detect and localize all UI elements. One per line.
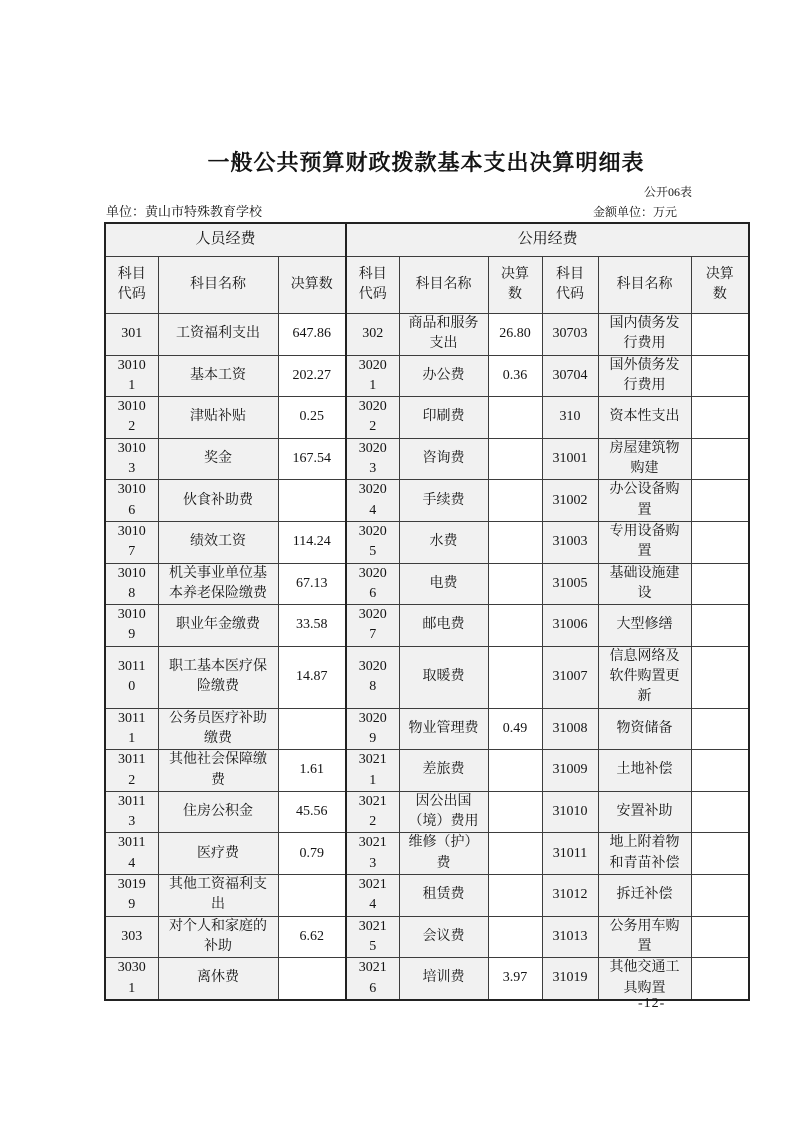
code-cell: 30207 (346, 605, 399, 647)
name-cell: 拆迁补偿 (598, 875, 691, 917)
value-cell (691, 708, 749, 750)
name-cell: 土地补偿 (598, 750, 691, 792)
name-cell: 培训费 (399, 958, 488, 1000)
value-cell (691, 605, 749, 647)
value-cell (278, 480, 346, 522)
value-cell (488, 563, 542, 605)
value-cell: 3.97 (488, 958, 542, 1000)
organization-label: 单位：黄山市特殊教育学校 (106, 204, 263, 219)
value-cell: 0.79 (278, 833, 346, 875)
name-cell: 奖金 (158, 438, 278, 480)
name-cell: 电费 (399, 563, 488, 605)
value-cell (691, 833, 749, 875)
value-cell (488, 833, 542, 875)
code-cell: 30114 (105, 833, 158, 875)
table-row (105, 916, 749, 958)
name-cell: 手续费 (399, 480, 488, 522)
value-cell (691, 480, 749, 522)
value-cell (691, 397, 749, 439)
table-row (105, 750, 749, 792)
table-row (105, 563, 749, 605)
code-cell: 30216 (346, 958, 399, 1000)
amount-unit-label: 金额单位：万元 (592, 205, 677, 219)
code-cell: 303 (105, 916, 158, 958)
value-cell: 45.56 (278, 791, 346, 833)
code-cell: 30199 (105, 875, 158, 917)
name-cell: 其他工资福利支出 (158, 875, 278, 917)
table-row (105, 833, 749, 875)
name-cell: 房屋建筑物购建 (598, 438, 691, 480)
table-row (105, 480, 749, 522)
code-cell: 31012 (542, 875, 598, 917)
value-cell (691, 563, 749, 605)
code-cell: 30213 (346, 833, 399, 875)
value-cell: 67.13 (278, 563, 346, 605)
code-cell: 30215 (346, 916, 399, 958)
name-cell: 印刷费 (399, 397, 488, 439)
name-cell: 商品和服务支出 (399, 314, 488, 356)
name-cell: 基础设施建设 (598, 563, 691, 605)
name-cell: 绩效工资 (158, 521, 278, 563)
code-cell: 30111 (105, 708, 158, 750)
value-cell (691, 791, 749, 833)
name-cell: 取暖费 (399, 646, 488, 708)
table-row (105, 646, 749, 708)
name-cell: 国外债务发行费用 (598, 355, 691, 397)
name-cell: 因公出国（境）费用 (399, 791, 488, 833)
value-cell (691, 355, 749, 397)
code-cell: 30703 (542, 314, 598, 356)
name-cell: 国内债务发行费用 (598, 314, 691, 356)
value-cell: 6.62 (278, 916, 346, 958)
name-cell: 物业管理费 (399, 708, 488, 750)
code-cell: 30203 (346, 438, 399, 480)
code-cell: 30110 (105, 646, 158, 708)
code-cell: 30201 (346, 355, 399, 397)
value-cell (488, 438, 542, 480)
page-number: -12- (638, 996, 666, 1011)
name-cell: 办公设备购置 (598, 480, 691, 522)
column-header: 科目代码 (105, 257, 158, 314)
value-cell (691, 958, 749, 1000)
code-cell: 30209 (346, 708, 399, 750)
table-row (105, 438, 749, 480)
code-cell: 30206 (346, 563, 399, 605)
code-cell: 31011 (542, 833, 598, 875)
name-cell: 邮电费 (399, 605, 488, 647)
value-cell (488, 646, 542, 708)
value-cell: 114.24 (278, 521, 346, 563)
code-cell: 30112 (105, 750, 158, 792)
value-cell: 1.61 (278, 750, 346, 792)
code-cell: 30204 (346, 480, 399, 522)
value-cell (691, 646, 749, 708)
column-header: 决算数 (691, 257, 749, 314)
group-header-public: 公用经费 (346, 223, 749, 257)
value-cell: 167.54 (278, 438, 346, 480)
code-cell: 30202 (346, 397, 399, 439)
value-cell: 26.80 (488, 314, 542, 356)
value-cell: 0.49 (488, 708, 542, 750)
code-cell: 31003 (542, 521, 598, 563)
name-cell: 医疗费 (158, 833, 278, 875)
name-cell: 专用设备购置 (598, 521, 691, 563)
column-header: 科目代码 (542, 257, 598, 314)
name-cell: 地上附着物和青苗补偿 (598, 833, 691, 875)
name-cell: 租赁费 (399, 875, 488, 917)
code-cell: 302 (346, 314, 399, 356)
code-cell: 30103 (105, 438, 158, 480)
group-header-row (105, 223, 749, 257)
name-cell: 差旅费 (399, 750, 488, 792)
code-cell: 30109 (105, 605, 158, 647)
code-cell: 30208 (346, 646, 399, 708)
column-header: 科目名称 (598, 257, 691, 314)
table-row (105, 397, 749, 439)
code-cell: 31002 (542, 480, 598, 522)
name-cell: 职工基本医疗保险缴费 (158, 646, 278, 708)
name-cell: 其他社会保障缴费 (158, 750, 278, 792)
value-cell (691, 916, 749, 958)
name-cell: 伙食补助费 (158, 480, 278, 522)
code-cell: 31013 (542, 916, 598, 958)
value-cell: 33.58 (278, 605, 346, 647)
form-number-label: 公开06表 (643, 185, 692, 199)
table-row (105, 605, 749, 647)
value-cell (488, 521, 542, 563)
value-cell (278, 708, 346, 750)
name-cell: 大型修缮 (598, 605, 691, 647)
value-cell (691, 750, 749, 792)
table-row (105, 791, 749, 833)
table-row (105, 314, 749, 356)
code-cell: 30214 (346, 875, 399, 917)
code-cell: 30102 (105, 397, 158, 439)
name-cell: 物资储备 (598, 708, 691, 750)
name-cell: 基本工资 (158, 355, 278, 397)
page-title: 一般公共预算财政拨款基本支出决算明细表 (207, 150, 645, 175)
value-cell (488, 480, 542, 522)
code-cell: 30106 (105, 480, 158, 522)
column-header: 决算数 (278, 257, 346, 314)
name-cell: 维修（护）费 (399, 833, 488, 875)
value-cell (691, 521, 749, 563)
code-cell: 30101 (105, 355, 158, 397)
code-cell: 31005 (542, 563, 598, 605)
name-cell: 公务用车购置 (598, 916, 691, 958)
table-head (105, 223, 749, 314)
name-cell: 其他交通工具购置 (598, 958, 691, 1000)
column-header-row (105, 257, 749, 314)
code-cell: 31008 (542, 708, 598, 750)
value-cell (488, 605, 542, 647)
value-cell (691, 314, 749, 356)
table-row (105, 355, 749, 397)
value-cell (278, 875, 346, 917)
code-cell: 31019 (542, 958, 598, 1000)
value-cell: 0.25 (278, 397, 346, 439)
name-cell: 会议费 (399, 916, 488, 958)
name-cell: 对个人和家庭的补助 (158, 916, 278, 958)
code-cell: 30704 (542, 355, 598, 397)
value-cell (488, 875, 542, 917)
column-header: 科目代码 (346, 257, 399, 314)
name-cell: 咨询费 (399, 438, 488, 480)
budget-detail-table (104, 222, 750, 1001)
code-cell: 31006 (542, 605, 598, 647)
code-cell: 30107 (105, 521, 158, 563)
name-cell: 工资福利支出 (158, 314, 278, 356)
code-cell: 31009 (542, 750, 598, 792)
value-cell (691, 438, 749, 480)
code-cell: 30212 (346, 791, 399, 833)
value-cell: 14.87 (278, 646, 346, 708)
name-cell: 公务员医疗补助缴费 (158, 708, 278, 750)
column-header: 决算数 (488, 257, 542, 314)
value-cell (488, 750, 542, 792)
code-cell: 301 (105, 314, 158, 356)
code-cell: 31001 (542, 438, 598, 480)
code-cell: 31010 (542, 791, 598, 833)
name-cell: 住房公积金 (158, 791, 278, 833)
column-header: 科目名称 (399, 257, 488, 314)
name-cell: 职业年金缴费 (158, 605, 278, 647)
table-row (105, 875, 749, 917)
table-body (105, 314, 749, 1000)
table-row (105, 521, 749, 563)
code-cell: 30301 (105, 958, 158, 1000)
column-header: 科目名称 (158, 257, 278, 314)
group-header-personnel: 人员经费 (105, 223, 346, 257)
value-cell (488, 916, 542, 958)
code-cell: 30205 (346, 521, 399, 563)
name-cell: 信息网络及软件购置更新 (598, 646, 691, 708)
code-cell: 30108 (105, 563, 158, 605)
value-cell: 0.36 (488, 355, 542, 397)
name-cell: 资本性支出 (598, 397, 691, 439)
value-cell: 647.86 (278, 314, 346, 356)
value-cell (691, 875, 749, 917)
code-cell: 30211 (346, 750, 399, 792)
value-cell (488, 791, 542, 833)
name-cell: 机关事业单位基本养老保险缴费 (158, 563, 278, 605)
meta-row (106, 201, 692, 220)
name-cell: 水费 (399, 521, 488, 563)
code-cell: 310 (542, 397, 598, 439)
table-row (105, 708, 749, 750)
value-cell (488, 397, 542, 439)
value-cell: 202.27 (278, 355, 346, 397)
code-cell: 30113 (105, 791, 158, 833)
value-cell (278, 958, 346, 1000)
code-cell: 31007 (542, 646, 598, 708)
name-cell: 安置补助 (598, 791, 691, 833)
name-cell: 办公费 (399, 355, 488, 397)
table-row (105, 958, 749, 1000)
name-cell: 津贴补贴 (158, 397, 278, 439)
name-cell: 离休费 (158, 958, 278, 1000)
